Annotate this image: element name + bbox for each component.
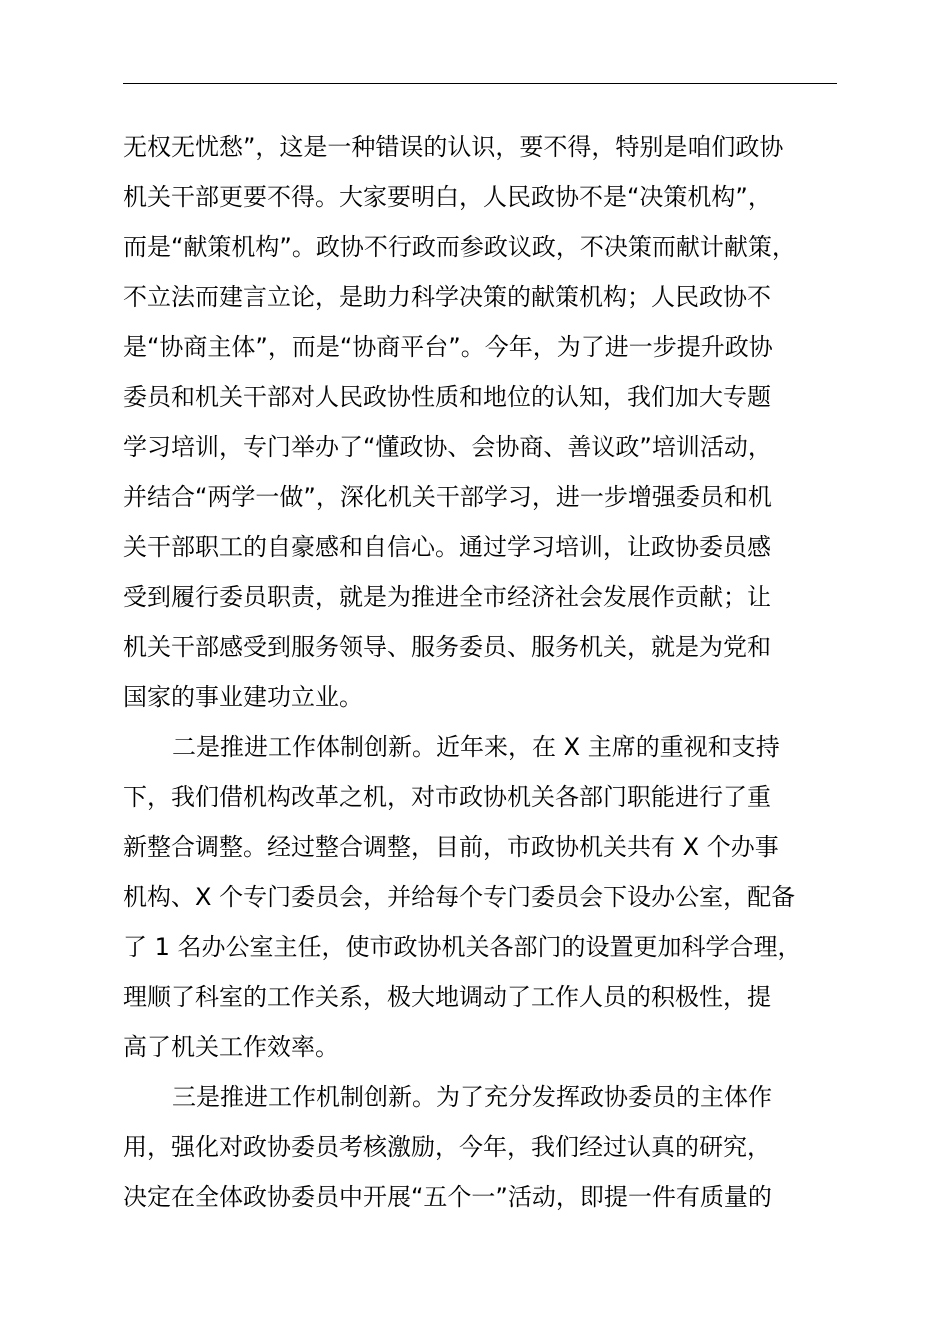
document-body	[123, 122, 863, 1222]
text-line: 并结合“两学一做”，深化机关干部学习，进一步增强委员和机	[123, 483, 772, 511]
text-line: 下，我们借机构改革之机，对市政协机关各部门职能进行了重	[123, 783, 771, 811]
paragraph-1	[123, 122, 863, 722]
text-line: 新整合调整。经过整合调整，目前，市政协机关共有 X 个办事	[123, 833, 779, 861]
text-line: 机构、X 个专门委员会，并给每个专门委员会下设办公室，配备	[123, 883, 796, 911]
text-line: 而是“献策机构”。政协不行政而参政议政，不决策而献计献策，	[123, 233, 796, 261]
text-line: 不立法而建言立论，是助力科学决策的献策机构；人民政协不	[123, 283, 771, 311]
header-rule	[123, 83, 837, 84]
text-line: 决定在全体政协委员中开展“五个一”活动，即提一件有质量的	[123, 1183, 772, 1211]
paragraph-3	[123, 1072, 863, 1222]
text-line: 机关干部更要不得。大家要明白，人民政协不是“决策机构”，	[123, 183, 772, 211]
text-line-first: 三是推进工作机制创新。为了充分发挥政协委员的主体作	[172, 1083, 772, 1111]
paragraph-2	[123, 722, 863, 1072]
text-line: 了 1 名办公室主任，使市政协机关各部门的设置更加科学合理，	[123, 933, 802, 961]
text-line: 受到履行委员职责，就是为推进全市经济社会发展作贡献；让	[123, 583, 771, 611]
text-line: 关干部职工的自豪感和自信心。通过学习培训，让政协委员感	[123, 533, 771, 561]
text-line: 用，强化对政协委员考核激励，今年，我们经过认真的研究，	[123, 1133, 771, 1161]
text-line: 高了机关工作效率。	[123, 1033, 339, 1061]
text-line: 理顺了科室的工作关系，极大地调动了工作人员的积极性，提	[123, 983, 771, 1011]
text-line-first: 二是推进工作体制创新。近年来，在 X 主席的重视和支持	[172, 733, 780, 761]
text-line: 是“协商主体”，而是“协商平台”。今年，为了进一步提升政协	[123, 333, 773, 361]
text-line: 无权无忧愁”，这是一种错误的认识，要不得，特别是咱们政协	[123, 133, 784, 161]
text-line: 国家的事业建功立业。	[123, 683, 363, 711]
text-line: 委员和机关干部对人民政协性质和地位的认知，我们加大专题	[123, 383, 771, 411]
text-line: 学习培训，专门举办了“懂政协、会协商、善议政”培训活动，	[123, 433, 772, 461]
text-line: 机关干部感受到服务领导、服务委员、服务机关，就是为党和	[123, 633, 771, 661]
